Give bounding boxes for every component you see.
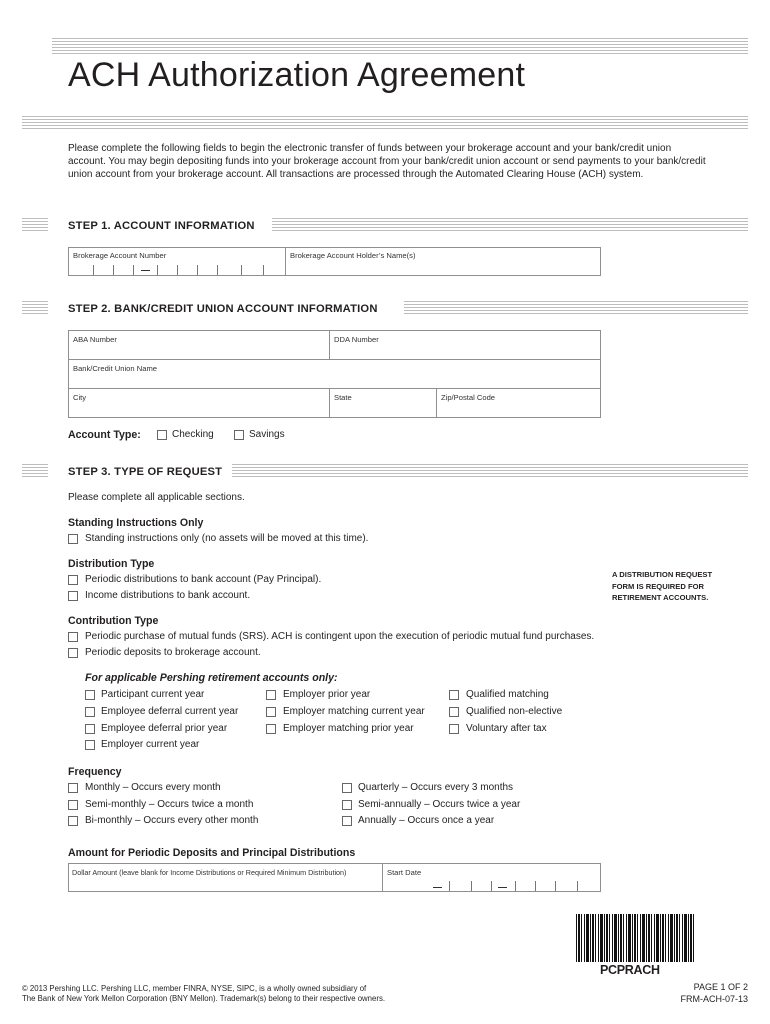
digit-divider	[93, 265, 94, 275]
intro-paragraph: Please complete the following fields to begin the electronic transfer of funds between your brokerage account and your bank/credit union account. You may begin depositing funds into your brokerage account from your bank/credit union account or send payments to your bank/credit union account from your brokerage account. All transactions are processed through the Automated Clearing House (ACH) system.	[68, 143, 706, 180]
dollar-amount-field[interactable]	[68, 863, 383, 892]
periodic-distribution-checkbox[interactable]	[68, 575, 78, 585]
periodic-purchase-checkbox[interactable]	[68, 632, 78, 642]
digit-divider	[577, 881, 578, 891]
standing-instructions-heading: Standing Instructions Only	[68, 517, 204, 529]
employer-matching-prior-label: Employer matching prior year	[283, 723, 414, 734]
digit-divider	[113, 265, 114, 275]
aba-number-label: ABA Number	[73, 335, 117, 344]
digit-divider	[197, 265, 198, 275]
quarterly-checkbox[interactable]	[342, 783, 352, 793]
city-field[interactable]	[68, 388, 330, 418]
employer-current-year-label: Employer current year	[101, 739, 200, 750]
digit-divider	[177, 265, 178, 275]
annually-checkbox[interactable]	[342, 816, 352, 826]
employee-deferral-prior-checkbox[interactable]	[85, 724, 95, 734]
barcode	[576, 914, 694, 962]
step2-hatch-left	[22, 301, 48, 315]
periodic-purchase-label: Periodic purchase of mutual funds (SRS). ACH is contingent upon the execution of periodic mutual fund purchases.	[85, 631, 595, 642]
savings-label: Savings	[249, 429, 285, 440]
header-hatch-bottom	[22, 116, 748, 130]
periodic-distribution-label: Periodic distributions to bank account (Pay Principal).	[85, 574, 322, 585]
form-id: FRM-ACH-07-13	[680, 994, 748, 1004]
zip-field[interactable]	[436, 388, 601, 418]
retirement-heading: For applicable Pershing retirement accounts only:	[85, 672, 338, 684]
digit-divider	[263, 265, 264, 275]
state-field[interactable]	[329, 388, 437, 418]
step3-heading: STEP 3. TYPE OF REQUEST	[68, 466, 223, 478]
copyright-line-2: The Bank of New York Mellon Corporation (BNY Mellon). Trademark(s) belong to their respective owners.	[22, 994, 386, 1003]
form-title: ACH Authorization Agreement	[68, 56, 526, 94]
digit-divider	[217, 265, 218, 275]
digit-divider	[449, 881, 450, 891]
checking-label: Checking	[172, 429, 214, 440]
semi-monthly-label: Semi-monthly – Occurs twice a month	[85, 799, 254, 810]
frequency-heading: Frequency	[68, 766, 122, 778]
account-type-label: Account Type:	[68, 429, 141, 441]
aba-number-field[interactable]	[68, 330, 330, 360]
employer-matching-current-checkbox[interactable]	[266, 707, 276, 717]
dda-number-field[interactable]	[329, 330, 601, 360]
bank-name-field[interactable]	[68, 359, 601, 389]
standing-instructions-label: Standing instructions only (no assets will be moved at this time).	[85, 533, 369, 544]
digit-divider	[515, 881, 516, 891]
city-label: City	[73, 393, 87, 402]
qualified-matching-label: Qualified matching	[466, 689, 549, 700]
employer-matching-current-label: Employer matching current year	[283, 706, 425, 717]
employer-matching-prior-checkbox[interactable]	[266, 724, 276, 734]
copyright-line-1: © 2013 Pershing LLC. Pershing LLC, member FINRA, NYSE, SIPC, is a wholly owned subsidiary of	[22, 984, 367, 993]
zip-label: Zip/Postal Code	[441, 393, 496, 402]
amount-heading: Amount for Periodic Deposits and Principal Distributions	[68, 847, 356, 859]
step1-hatch-left	[22, 218, 48, 232]
standing-instructions-checkbox[interactable]	[68, 534, 78, 544]
qualified-matching-checkbox[interactable]	[449, 690, 459, 700]
bi-monthly-checkbox[interactable]	[68, 816, 78, 826]
step3-hatch-left	[22, 464, 48, 478]
voluntary-after-tax-checkbox[interactable]	[449, 724, 459, 734]
participant-current-year-label: Participant current year	[101, 689, 205, 700]
digit-divider	[133, 265, 134, 275]
retirement-note: A DISTRIBUTION REQUEST FORM IS REQUIRED FOR RETIREMENT ACCOUNTS.	[612, 570, 713, 602]
employee-deferral-prior-label: Employee deferral prior year	[101, 723, 228, 734]
holder-names-label: Brokerage Account Holder’s Name(s)	[290, 251, 416, 260]
digit-divider	[241, 265, 242, 275]
digit-divider	[555, 881, 556, 891]
step2-hatch-right	[404, 301, 748, 315]
participant-current-year-checkbox[interactable]	[85, 690, 95, 700]
employee-deferral-current-checkbox[interactable]	[85, 707, 95, 717]
monthly-checkbox[interactable]	[68, 783, 78, 793]
step3-instructions: Please complete all applicable sections.	[68, 492, 245, 503]
employer-current-year-checkbox[interactable]	[85, 740, 95, 750]
digit-divider	[471, 881, 472, 891]
periodic-deposits-label: Periodic deposits to brokerage account.	[85, 647, 261, 658]
start-date-field[interactable]	[382, 863, 601, 892]
dda-number-label: DDA Number	[334, 335, 379, 344]
distribution-type-heading: Distribution Type	[68, 558, 155, 570]
date-dash	[433, 887, 442, 888]
periodic-deposits-checkbox[interactable]	[68, 648, 78, 658]
digit-divider	[535, 881, 536, 891]
income-distribution-checkbox[interactable]	[68, 591, 78, 601]
checking-checkbox[interactable]	[157, 430, 167, 440]
step2-heading: STEP 2. BANK/CREDIT UNION ACCOUNT INFORMATION	[68, 303, 378, 315]
semi-annually-checkbox[interactable]	[342, 800, 352, 810]
bi-monthly-label: Bi-monthly – Occurs every other month	[85, 815, 259, 826]
brokerage-account-number-field[interactable]	[68, 247, 286, 276]
employer-prior-year-label: Employer prior year	[283, 689, 371, 700]
savings-checkbox[interactable]	[234, 430, 244, 440]
employer-prior-year-checkbox[interactable]	[266, 690, 276, 700]
semi-monthly-checkbox[interactable]	[68, 800, 78, 810]
header-hatch-top	[22, 38, 748, 54]
annually-label: Annually – Occurs once a year	[358, 815, 495, 826]
voluntary-after-tax-label: Voluntary after tax	[466, 723, 547, 734]
step1-heading: STEP 1. ACCOUNT INFORMATION	[68, 220, 255, 232]
holder-names-field[interactable]	[285, 247, 601, 276]
qualified-non-elective-label: Qualified non-elective	[466, 706, 563, 717]
income-distribution-label: Income distributions to bank account.	[85, 590, 251, 601]
brokerage-account-number-label: Brokerage Account Number	[73, 251, 167, 260]
bank-name-label: Bank/Credit Union Name	[73, 364, 157, 373]
account-number-dash	[141, 270, 150, 271]
page-number: PAGE 1 OF 2	[693, 982, 748, 992]
monthly-label: Monthly – Occurs every month	[85, 782, 221, 793]
start-date-label: Start Date	[387, 868, 422, 877]
digit-divider	[157, 265, 158, 275]
digit-divider	[491, 881, 492, 891]
dollar-amount-label: Dollar Amount (leave blank for Income Distributions or Required Minimum Distribution)	[72, 868, 347, 877]
qualified-non-elective-checkbox[interactable]	[449, 707, 459, 717]
step3-hatch-right	[232, 464, 748, 478]
date-dash	[498, 887, 507, 888]
employee-deferral-current-label: Employee deferral current year	[101, 706, 239, 717]
state-label: State	[334, 393, 352, 402]
barcode-label: PCPRACH	[600, 963, 660, 977]
quarterly-label: Quarterly – Occurs every 3 months	[358, 782, 514, 793]
semi-annually-label: Semi-annually – Occurs twice a year	[358, 799, 521, 810]
contribution-type-heading: Contribution Type	[68, 615, 159, 627]
step1-hatch-right	[272, 218, 748, 232]
header-hatch-top-gap	[22, 38, 52, 54]
